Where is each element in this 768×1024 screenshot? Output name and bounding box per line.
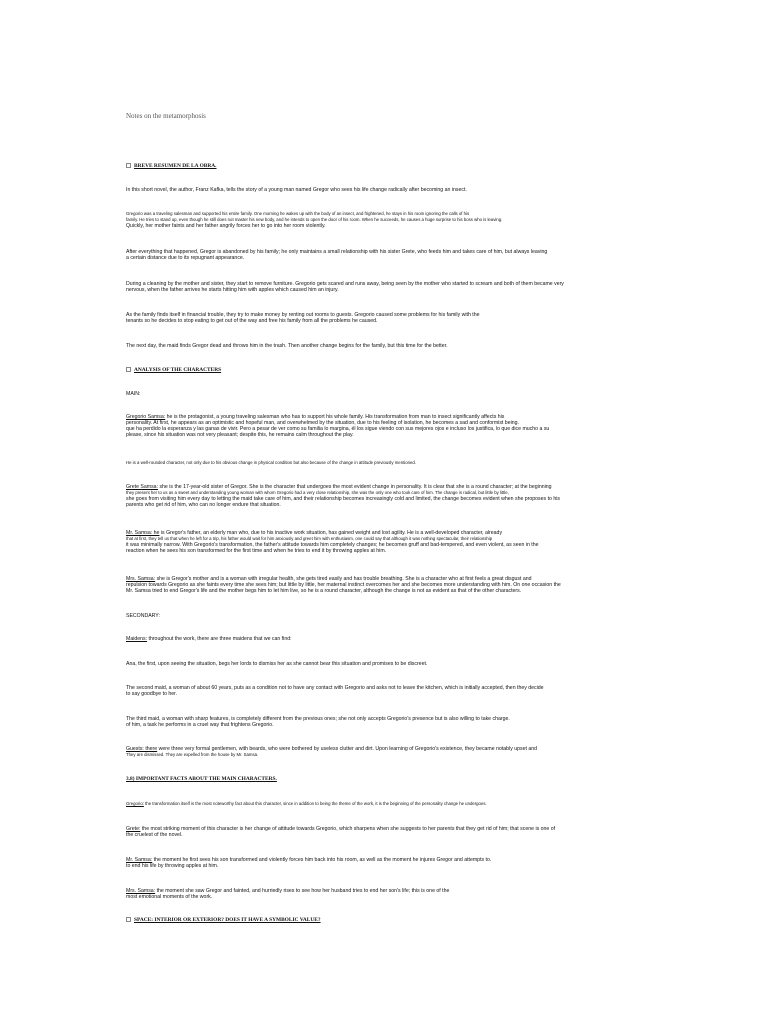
character-name: Grete: [126, 826, 141, 832]
heading-text: BREVE RESUMEN DE LA OBRA. [134, 163, 217, 169]
fact-mrs-samsa-line-2: most emotional moments of the work. [126, 894, 213, 900]
character-name: Maidens: [126, 636, 148, 642]
summary-paragraph-2c: Quickly, her mother faints and her father angrily forces her to go into her room violently. [126, 223, 326, 229]
main-characters-label: MAIN: [126, 391, 141, 397]
character-text: were three very formal gentlemen, with beards, who were bothered by useless clutter and dirt. Upon learning of Gregorio's existence, they became notably upset and [157, 746, 538, 752]
character-grete-line-2: they present her to us as a sweet and understanding young woman with whom Gregorio had a very close relationship, she was the only one who took care of him. The change is radical, but little by little, [126, 490, 509, 495]
fact-gregorio-line [126, 801, 642, 807]
maidens-line [126, 636, 642, 642]
bullet-icon [126, 367, 131, 372]
heading-text: SPACE: INTERIOR OR EXTERIOR? DOES IT HAVE A SYMBOLIC VALUE? [134, 917, 321, 923]
character-name: Mr. Samsa: [126, 857, 153, 863]
summary-paragraph-6: The next day, the maid finds Gregor dead and throws him in the trash. Then another change begins for the family, but this time for the better. [126, 343, 448, 349]
fact-text: the moment she saw Gregor and fainted, and hurriedly rises to see how her husband tries to end her son's life; this is one of the [155, 888, 450, 894]
fact-text: the moment he first sees his son transformed and violently forces him back into his room, as well as the moment he injures Gregor and attempts to. [152, 857, 492, 863]
section-heading-characters [126, 367, 221, 373]
bullet-icon [126, 163, 131, 168]
summary-paragraph-4b: nervous, when the father arrives he starts hitting him with apples which caused him an injury. [126, 287, 339, 293]
fact-text: the most striking moment of this character is her change of attitude towards Gregorio, which sharpens when she suggests to her parents that they get rid of him; that scene is one of [140, 826, 556, 832]
summary-paragraph-1: In this short novel, the author, Franz Kafka, tells the story of a young man named Gregor who sees his life change radically after becoming an insect. [126, 187, 467, 193]
maid-third-line-2: of him, a task he performs in a cruel way that frightens Gregorio. [126, 722, 274, 728]
character-name: Guests: there [126, 746, 158, 752]
summary-paragraph-4a: During a cleaning by the mother and sister, they start to remove furniture. Gregorio gets scared and runs away, being seen by the mother who started to scream and both of them became very [126, 281, 564, 287]
character-text: she is Gregor's mother and is a woman with irregular health, she gets tired easily and has trouble breathing. She is a character who at first feels a great disgust and [155, 576, 532, 582]
guests-line-2: They are dismissed. They are expelled from the house by Mr. Samsa. [126, 752, 259, 757]
maid-ana-line: Ana, the first, upon seeing the situation, begs her lords to dismiss her as she cannot bear this situation and promises to be discreet. [126, 661, 428, 667]
section-heading-space [126, 917, 321, 923]
character-gregorio-note: He is a well-rounded character, not only due to his obvious change in physical condition but also because of the change in attitude previously mentioned. [126, 460, 416, 465]
character-name: Gregorio Samsa: [126, 414, 166, 420]
character-mrs-samsa-line-2: repulsion towards Gregorio as she faints every time she sees him; but little by little, her maternal instinct overcomes her and she becomes more understanding with him. On one occasion the [126, 582, 561, 588]
character-text: she is the 17-year-old sister of Gregor. She is the character that undergoes the most evident change in personality. It is clear that she is a round character; at the beginning [158, 484, 552, 490]
character-name: Mr. Samsa: he [126, 530, 160, 536]
character-text: he is the protagonist, a young traveling salesman who has to support his whole family. His transformation from man to insect significantly affects his [165, 414, 505, 420]
maid-second-line-2: to say goodbye to her. [126, 691, 178, 697]
secondary-characters-label: SECONDARY: [126, 613, 160, 619]
character-gregorio-line-3: que ha perdido la esperanza y las ganas de vivir. Pero a pesar de ver como su familia lo margina, él los sigue viendo con sus mejores ojos e incluso los justifica, lo que dice mucho a su [126, 426, 550, 432]
character-name: Mrs. Samsa: [126, 576, 156, 582]
summary-paragraph-2a: Gregorio was a traveling salesman and supported his entire family. One morning he wakes up with the body of an insect, and frightened, he stays in his room ignoring the calls of his [126, 211, 470, 216]
section-heading-summary [126, 163, 217, 169]
summary-paragraph-5a: As the family finds itself in financial trouble, they try to make money by renting out rooms to guests. Gregorio caused some problems for his family with the [126, 312, 480, 318]
maid-second-line-1: The second maid, a woman of about 60 years, puts as a condition not to have any contact with Gregorio and asks not to leave the kitchen, which is initially accepted, then they decide [126, 685, 544, 691]
character-grete-line-4: parents who get rid of him, who can no longer endure that situation. [126, 502, 281, 508]
fact-text: the transformation itself is the most noteworthy fact about this character, since in addition to being the theme of the work, it is the beginning of the personality change he undergoes. [143, 801, 487, 806]
section-heading-facts: 3.8) IMPORTANT FACTS ABOUT THE MAIN CHARACTERS. [126, 776, 277, 782]
fact-mr-samsa-line-2: to end his life by throwing apples at him. [126, 863, 219, 869]
fact-grete-line-2: the cruelest of the novel. [126, 832, 183, 838]
character-mrs-samsa-line-3: Mr. Samsa tried to end Gregor's life and the mother begs him to let him live, so he is a round character, although the change is not as evident as that of the other characters. [126, 588, 522, 594]
bullet-icon [126, 917, 131, 922]
summary-paragraph-3a: After everything that happened, Gregor is abandoned by his family; he only maintains a small relationship with his sister Grete, who feeds him and takes care of him, but always leaving [126, 249, 548, 255]
document-title: Notes on the metamorphosis [126, 112, 206, 120]
character-name: Mrs. Samsa: [126, 888, 156, 894]
summary-paragraph-5b: tenants so he decides to stop eating to get out of the way and free his family from all the problems he caused. [126, 318, 378, 324]
character-name: Gregorio: [126, 801, 144, 806]
character-gregorio-line-2: personality. At first, he appears as an optimistic and hopeful man, and overwhelmed by the situation, due to his feeling of isolation, he becomes a sad and conformist being. [126, 420, 519, 426]
heading-text: ANALYSIS OF THE CHARACTERS [134, 367, 222, 373]
maid-third-line-1: The third maid, a woman with sharp features, is completely different from the previous ones; she not only accepts Gregorio's presence but is also willing to take charge. [126, 716, 510, 722]
summary-paragraph-2b: family. He tries to stand up, even though he still does not master his new body, and he intends to open the door of his room. When he succeeds, he causes a huge surprise to his boss who is leaving. [126, 217, 503, 222]
character-mr-samsa-line-3: it was minimally narrow. With Gregorio's transformation, the father's attitude towards him completely changes; he becomes gruff and bad-tempered, and even violent, as seen in the [126, 542, 539, 548]
summary-paragraph-3b: a certain distance due to its repugnant appearance. [126, 255, 245, 261]
character-mr-samsa-line-2: that at first, they tell us that when he left for a trip, his father would wait for him anxiously and greet him with enthusiasm, one could say that although it was nothing spectacular, their relationship [126, 536, 493, 541]
character-gregorio-line-4: please, since his situation was not very pleasant; despite this, he remains calm throughout the play. [126, 432, 354, 438]
character-mr-samsa-line-4: reaction when he sees his son transformed for the first time and when he tries to end it by throwing apples at him. [126, 548, 387, 554]
character-grete-line-3: she goes from visiting him every day to letting the maid take care of him, and their relationship becomes increasingly cold and limited, the change becomes evident when she proposes to his [126, 496, 560, 502]
character-text: throughout the work, there are three maidens that we can find: [147, 636, 292, 642]
character-text: is Gregor's father, an elderly man who, due to his inactive work situation, has gained weight and lost agility. He is a well-developed character, already [159, 530, 503, 536]
character-name: Grete Samsa: [126, 484, 159, 490]
